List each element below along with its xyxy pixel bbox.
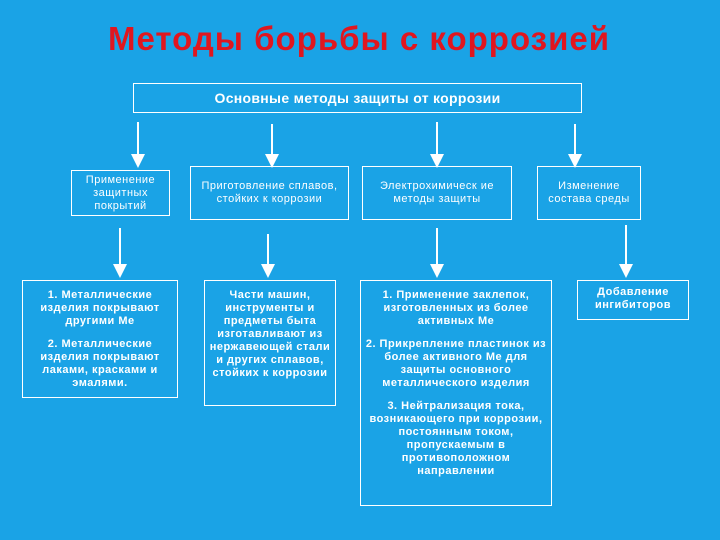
detail-coatings-item-1: 1. Металлические изделия покрывают другими Ме	[40, 289, 160, 327]
detail-coatings-item-2: 2. Металлические изделия покрывают лаками, красками и эмалями.	[40, 338, 160, 389]
detail-environment	[577, 280, 689, 320]
detail-coatings	[22, 280, 178, 398]
detail-alloys-item-1: Части машин, инструменты и предметы быта изготавливают из нержавеющей стали и других сплавов, стойких к коррозии	[209, 289, 331, 379]
category-electrochem: Электрохимическ ие методы защиты	[362, 166, 512, 220]
detail-alloys	[204, 280, 336, 406]
category-coatings: Применение защитных покрытий	[71, 170, 170, 216]
detail-electrochem	[360, 280, 552, 506]
category-alloys: Приготовление сплавов, стойких к коррозии	[190, 166, 349, 220]
detail-environment-item-1: Добавление ингибиторов	[595, 286, 671, 311]
root-node: Основные методы защиты от коррозии	[133, 83, 582, 113]
detail-electrochem-item-1: 1. Применение заклепок, изготовленных из более активных Ме	[382, 289, 530, 327]
category-environment: Изменение состава среды	[537, 166, 641, 220]
detail-electrochem-item-3: 3. Нейтрализация тока, возникающего при коррозии, постоянным током, пропускаемым в противоположном направлении	[369, 400, 543, 477]
detail-electrochem-item-2: 2. Прикрепление пластинок из более активного Ме для защиты основного металлического изделия	[365, 338, 547, 389]
page-title: Методы борьбы с коррозией	[108, 20, 611, 57]
